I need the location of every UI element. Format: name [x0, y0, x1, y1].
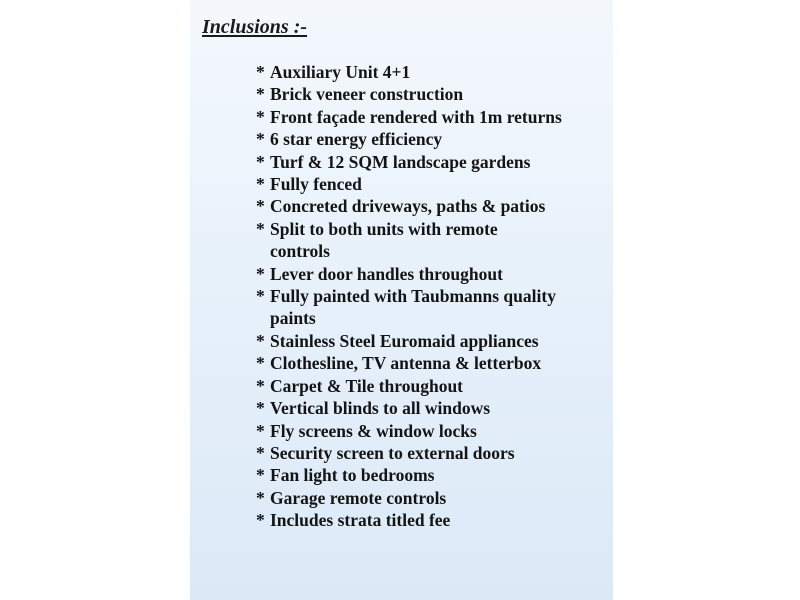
- bullet-star: *: [256, 196, 265, 217]
- list-item: [256, 151, 610, 173]
- bullet-star: *: [256, 487, 265, 508]
- list-item: [256, 195, 610, 217]
- list-item: [256, 263, 610, 285]
- bullet-star: *: [256, 398, 265, 419]
- bullet-star: *: [256, 84, 265, 105]
- list-item: [256, 487, 610, 509]
- list-item: [256, 218, 610, 263]
- list-item: [256, 106, 610, 128]
- list-item-text: Includes strata titled fee: [270, 510, 451, 531]
- list-item-text: Brick veneer construction: [270, 84, 464, 105]
- bullet-star: *: [256, 442, 265, 463]
- list-item: [256, 285, 610, 330]
- list-item: [256, 464, 610, 486]
- list-item: [256, 83, 610, 105]
- bullet-star: *: [256, 129, 265, 150]
- bullet-star: *: [256, 106, 265, 127]
- inclusions-document: [190, 0, 613, 600]
- list-item: [256, 173, 610, 195]
- list-item-text: Turf & 12 SQM landscape gardens: [270, 151, 531, 172]
- bullet-star: *: [256, 330, 265, 351]
- bullet-star: *: [256, 62, 265, 82]
- list-item: [256, 442, 610, 464]
- bullet-star: *: [256, 510, 265, 531]
- bullet-star: *: [256, 420, 265, 441]
- list-item-text: Front façade rendered with 1m returns: [270, 106, 562, 127]
- list-item-text: Fully painted with Taubmanns quality paints: [270, 286, 556, 329]
- bullet-star: *: [256, 263, 265, 284]
- list-item-text: Carpet & Tile throughout: [270, 375, 464, 396]
- list-item: [256, 330, 610, 352]
- bullet-star: *: [256, 353, 265, 374]
- list-item: [256, 375, 610, 397]
- list-item-text: Security screen to external doors: [270, 442, 515, 463]
- list-item-text: Lever door handles throughout: [270, 263, 503, 284]
- list-item: [256, 420, 610, 442]
- list-item-text: Vertical blinds to all windows: [270, 398, 491, 419]
- list-item: [256, 397, 610, 419]
- list-item-text: Clothesline, TV antenna & letterbox: [270, 353, 542, 374]
- list-item-text: Fully fenced: [270, 174, 362, 195]
- inclusions-heading: Inclusions :-: [202, 16, 308, 38]
- list-item-text: Fly screens & window locks: [270, 420, 477, 441]
- list-item-text: Stainless Steel Euromaid appliances: [270, 330, 539, 351]
- list-item-text: 6 star energy efficiency: [270, 129, 443, 150]
- list-item-text: Garage remote controls: [270, 487, 447, 508]
- list-item: [256, 509, 610, 531]
- list-item-text: Auxiliary Unit 4+1: [270, 62, 411, 82]
- bullet-star: *: [256, 286, 265, 307]
- list-item-text: Concreted driveways, paths & patios: [270, 196, 546, 217]
- list-item: [256, 352, 610, 374]
- list-item-text: Split to both units with remote controls: [270, 218, 498, 262]
- list-item-text: Fan light to bedrooms: [270, 465, 435, 486]
- bullet-star: *: [256, 465, 265, 486]
- bullet-star: *: [256, 151, 265, 172]
- list-item: [256, 128, 610, 150]
- bullet-star: *: [256, 174, 265, 195]
- inclusions-list: [256, 61, 610, 532]
- list-item: [256, 61, 610, 83]
- bullet-star: *: [256, 218, 265, 239]
- bullet-star: *: [256, 375, 265, 396]
